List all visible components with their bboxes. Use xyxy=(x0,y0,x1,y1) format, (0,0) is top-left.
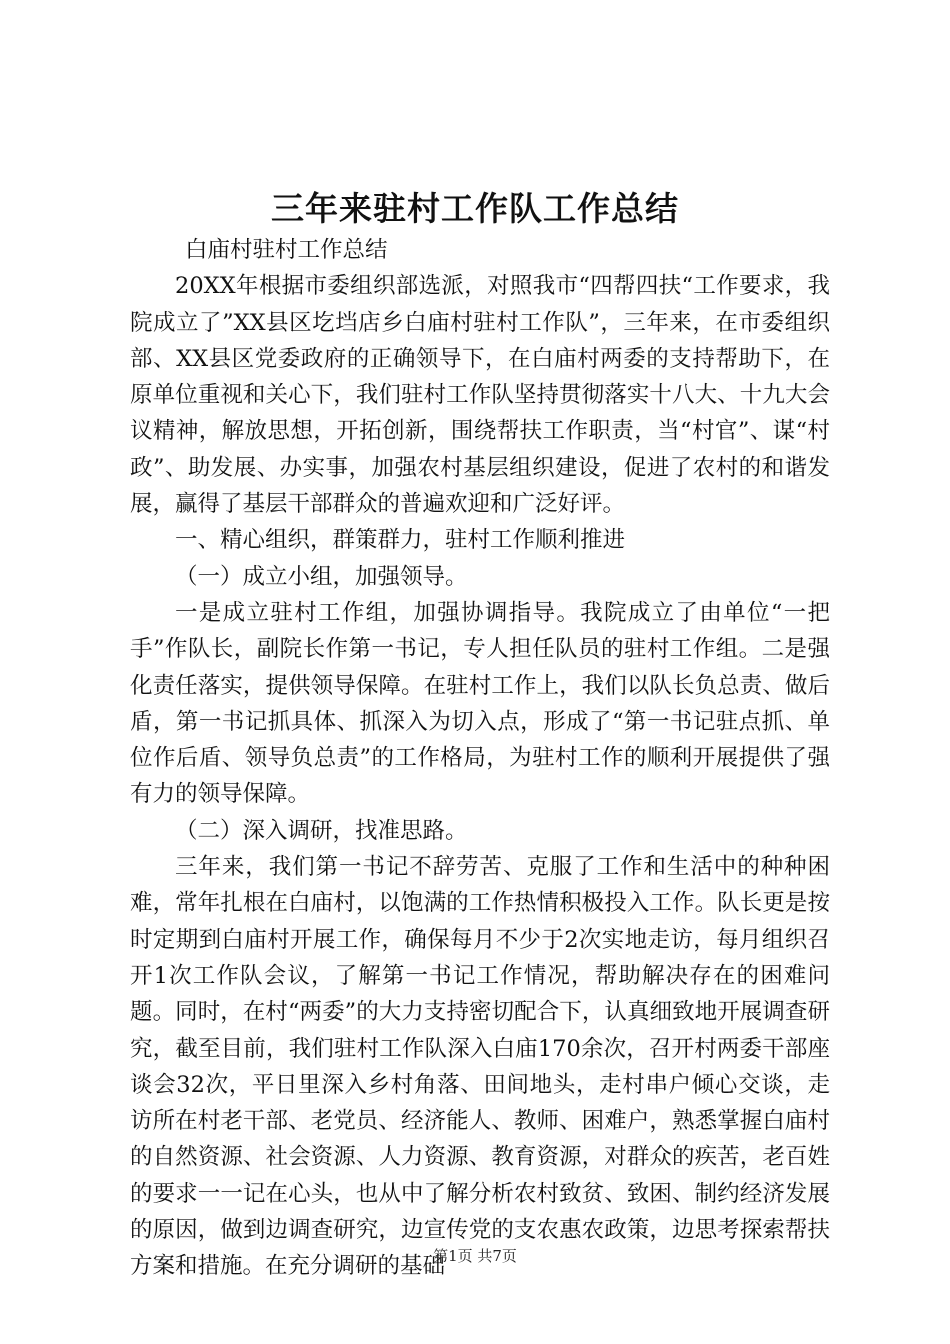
subsection-heading-2: （二）深入调研，找准思路。 xyxy=(175,817,468,844)
intro-paragraph: 20XX年根据市委组织部选派，对照我市“四帮四扶“工作要求，我院成立了”XX县区圪垱店乡白庙村驻村工作队”，三年来，在市委组织部、XX县区党委政府的正确领导下，在白庙村两委的支持帮助下，在原单位重视和关心下，我们驻村工作队坚持贯彻落实十八大、十九大会议精神，解放思想，开拓创新，围绕帮扶工作职责，当“村官”、谋“村政”、助发展、办实事，加强农村基层组织建设，促进了农村的和谐发展，赢得了基层干部群众的普遍欢迎和广泛好评。 xyxy=(130,273,830,518)
page-title: 三年来驻村工作队工作总结 xyxy=(271,189,679,228)
body-paragraph: 一是成立驻村工作组，加强协调指导。我院成立了由单位“一把手”作队长，副院长作第一书记，专人担任队员的驻村工作组。二是强化责任落实，提供领导保障。在驻村工作上，我们以队长负总责、做后盾，第一书记抓具体、抓深入为切入点，形成了“第一书记驻点抓、单位作后盾、领导负总责”的工作格局，为驻村工作的顺利开展提供了强有力的领导保障。 xyxy=(130,599,830,808)
subtitle-paragraph: 白庙村驻村工作总结 xyxy=(185,237,388,263)
body-paragraph: 三年来，我们第一书记不辞劳苦、克服了工作和生活中的种种困难，常年扎根在白庙村，以饱满的工作热情积极投入工作。队长更是按时定期到白庙村开展工作，确保每月不少于2次实地走访，每月组织召开1次工作队会议，了解第一书记工作情况，帮助解决存在的困难问题。同时，在村“两委”的大力支持密切配合下，认真细致地开展调查研究，截至目前，我们驻村工作队深入白庙170余次，召开村两委干部座谈会32次，平日里深入乡村角落、田间地头，走村串户倾心交谈，走访所在村老干部、老党员、经济能人、教师、困难户，熟悉掌握白庙村的自然资源、社会资源、人力资源、教育资源，对群众的疾苦，老百姓的要求一一记在心头，也从中了解分析农村致贫、致困、制约经济发展的原因，做到边调查研究，边宣传党的支农惠农政策，边思考探索帮扶方案和措施。在充分调研的基础 xyxy=(130,854,830,1280)
section-heading-1: 一、精心组织，群策群力，驻村工作顺利推进 xyxy=(175,527,626,554)
subsection-heading-1: （一）成立小组，加强领导。 xyxy=(175,563,468,590)
page-footer: 第1页 共7页 xyxy=(433,1247,517,1265)
document-body xyxy=(130,232,830,1285)
